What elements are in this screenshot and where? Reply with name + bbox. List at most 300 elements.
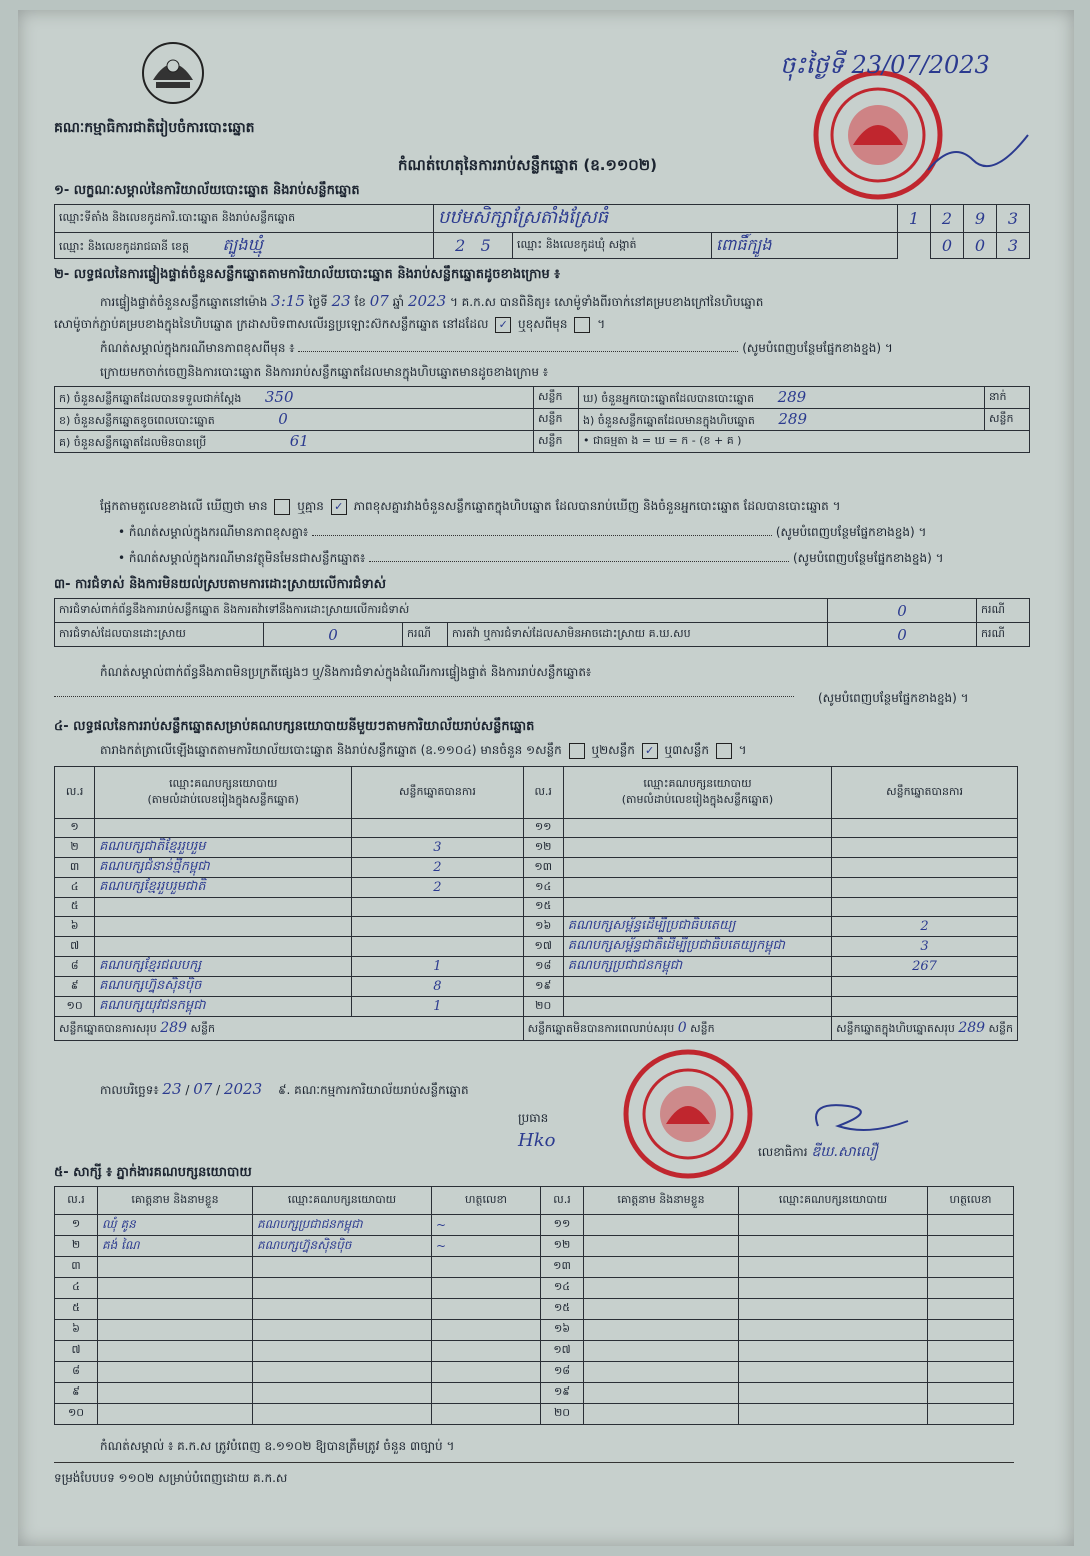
unresolved-unit: ករណី: [977, 623, 1030, 647]
voters-row: [579, 387, 985, 409]
witness-party: [739, 1278, 928, 1299]
verify-check-text: ។ គ.ក.ស បានពិនិត្យ៖ សោម៉ូទាំងពីរចាក់នៅគម្របខាងក្រៅនៃហិបឆ្នោត: [449, 295, 764, 309]
party-name: គណបក្សសម្ព័ន្ធជាតិដើម្បីប្រជាធិបតេយ្យកម្ពុជា: [563, 937, 831, 957]
party-no: ១២: [523, 838, 563, 858]
party-votes: [352, 898, 523, 917]
witness-no: ១០: [55, 1404, 98, 1425]
commune-code-3: 3: [997, 233, 1030, 259]
unresolved-label: ការតវ៉ា ឬការជំទាស់ដែលសាមិនអាចដោះស្រាយ គ.ឃ.សប: [448, 623, 828, 647]
witness-signature: [928, 1299, 1014, 1320]
province-value: ត្បូងឃ្មុំ: [222, 234, 263, 254]
total-invalid-cell: [523, 1017, 832, 1041]
witness-no: ១៩: [541, 1383, 584, 1404]
result-row: [55, 957, 1018, 977]
foreign-note-field[interactable]: [369, 561, 789, 562]
unused-unit: សន្លឹក: [534, 431, 579, 453]
spoiled-unit: សន្លឹក: [534, 409, 579, 431]
party-votes: 267: [832, 957, 1018, 977]
unused-label: គ) ចំនួនសន្លឹកឆ្នោតដែលមិនបានប្រើ: [59, 435, 207, 449]
change-note-field[interactable]: [298, 351, 738, 352]
party-no: ៧: [55, 937, 95, 957]
witness-no: ១២: [541, 1236, 584, 1257]
party-votes: [832, 838, 1018, 858]
witness-no: ១៤: [541, 1278, 584, 1299]
resolved-label: ការជំទាស់ដែលបានដោះស្រាយ: [55, 623, 264, 647]
witness-name: [584, 1236, 739, 1257]
spoiled-label: ខ) ចំនួនសន្លឹកឆ្នោតខូចពេលបោះឆ្នោត: [59, 413, 215, 427]
section-4-heading: ៤- លទ្ធផលនៃការរាប់សន្លឹកឆ្នោតសម្រាប់គណបក្សនយោបាយនីមួយៗតាមការិយាល័យរាប់សន្លឹកឆ្នោត: [54, 719, 535, 734]
verify-month-label: ខែ: [354, 295, 366, 309]
total-valid-label: សន្លឹកឆ្នោតបានការសរុប: [59, 1021, 157, 1035]
verify-year-label: ឆ្នាំ: [392, 295, 405, 309]
location-code-4: 3: [997, 205, 1030, 233]
committee-seal-icon: [618, 1044, 758, 1184]
party-votes: 2: [352, 858, 523, 878]
diff-note-line: [118, 524, 1030, 542]
commune-label: ឈ្មោះ និងលេខកូដឃុំ សង្កាត់: [513, 233, 712, 259]
province-code-1: 2: [455, 236, 466, 255]
witness-name: គង់ ណៃ: [98, 1236, 253, 1257]
changed-label: ឬខុសពីមុន: [518, 317, 568, 331]
witness-row: [55, 1257, 1014, 1278]
total-box-cell: [832, 1017, 1018, 1041]
witness-row: [55, 1215, 1014, 1236]
two-sheet-label: ឬ២សន្លឹក: [591, 743, 635, 757]
section-5-heading: ៥- សាក្សី ៖ ភ្នាក់ងារគណបក្សនយោបាយ: [54, 1165, 252, 1180]
witness-name: [98, 1341, 253, 1362]
party-name: គណបក្សជាតិខ្មែររួបរួម: [95, 838, 352, 858]
party-no: ៤: [55, 878, 95, 898]
party-name: [563, 977, 831, 997]
complaints-table: [54, 598, 1030, 647]
party-votes: 3: [352, 838, 523, 858]
witness-signature: [928, 1278, 1014, 1299]
col-party-right-title: ឈ្មោះគណបក្សនយោបាយ: [643, 776, 752, 790]
party-no: ៩: [55, 977, 95, 997]
form-footer: ទម្រង់បែបបទ ១១០២ សម្រាប់បំពេញដោយ គ.ក.ស: [54, 1471, 288, 1485]
verify-month: 07: [369, 292, 389, 310]
party-votes: [832, 898, 1018, 917]
diff-note-fill: (សូមបំពេញបន្ថែមផ្នែកខាងខ្នង) ។: [775, 525, 927, 539]
party-name: គណបក្សយុវជនកម្ពុជា: [95, 997, 352, 1017]
witness-no: ៨: [55, 1362, 98, 1383]
witness-name: [584, 1362, 739, 1383]
result-row: [55, 878, 1018, 898]
witness-row: [55, 1278, 1014, 1299]
voters-label: ឃ) ចំនួនអ្នកបោះឆ្នោតដែលបានបោះឆ្នោត: [583, 391, 755, 405]
sign-committee: ៩. គណៈកម្មការការិយាល័យរាប់សន្លឹកឆ្នោត: [277, 1083, 469, 1097]
result-row: [55, 917, 1018, 937]
foreign-note-label: • កំណត់សម្គាល់ក្នុងករណីមានវត្ថុមិនមែនជាសន្លឹកឆ្នោត៖: [118, 551, 366, 565]
witness-no: ១៧: [541, 1341, 584, 1362]
party-votes: [832, 977, 1018, 997]
witness-name: [98, 1278, 253, 1299]
witness-row: [55, 1320, 1014, 1341]
section-1-table: [54, 204, 1030, 259]
result-row: [55, 898, 1018, 917]
witness-signature: [928, 1257, 1014, 1278]
col-no-left: ល.រ: [55, 767, 95, 819]
party-name: [95, 819, 352, 838]
witness-name: [584, 1278, 739, 1299]
difference-line: [100, 498, 841, 516]
witness-party: [253, 1362, 432, 1383]
location-code-3: 9: [964, 205, 997, 233]
col-party-left-title: ឈ្មោះគណបក្សនយោបាយ: [169, 776, 278, 790]
witness-row: [55, 1236, 1014, 1257]
witness-no: ១: [55, 1215, 98, 1236]
party-results-table: [54, 766, 1018, 1041]
party-no: ៦: [55, 917, 95, 937]
spoiled-row: [55, 409, 534, 431]
witness-name: [584, 1215, 739, 1236]
ballot-count-table: [54, 386, 1030, 453]
witness-party: [739, 1404, 928, 1425]
witness-name: [584, 1320, 739, 1341]
party-name: គណបក្សខ្មែរជលបក្ស: [95, 957, 352, 977]
witness-no: ១៨: [541, 1362, 584, 1383]
total-invalid-unit: សន្លឹក: [690, 1021, 715, 1035]
sign-day: 23: [162, 1080, 182, 1098]
witness-signature: [432, 1341, 541, 1362]
party-votes: [832, 878, 1018, 898]
party-votes: 1: [352, 957, 523, 977]
party-name: គណបក្សខ្មែររួបរួមជាតិ: [95, 878, 352, 898]
total-box-unit: សន្លឹក: [988, 1021, 1013, 1035]
province-code-2: 5: [480, 236, 491, 255]
section-2-heading: ២- លទ្ធផលនៃការផ្ទៀងផ្ទាត់ចំនួនសន្លឹកឆ្នោតតាមការិយាល័យបោះឆ្នោត និងរាប់សន្លឹកឆ្នោតដូចខាងក្រោម ៖: [54, 267, 560, 282]
diff-none-label: ឬគ្មាន: [297, 499, 324, 513]
formula: • ជាធម្មតា ង = ឃ = ក - (ខ + គ ): [579, 431, 1030, 453]
witness-party: [739, 1299, 928, 1320]
party-votes: 1: [352, 997, 523, 1017]
witness-party: [253, 1257, 432, 1278]
received-value: 350: [264, 387, 294, 406]
in-box-row: [579, 409, 985, 431]
witness-party: [739, 1257, 928, 1278]
witness-no: ៧: [55, 1341, 98, 1362]
sign-month: 07: [193, 1080, 213, 1098]
witness-no: ២០: [541, 1404, 584, 1425]
secretary-signature-icon: [798, 1096, 918, 1146]
witness-signature: [432, 1404, 541, 1425]
witness-name: [98, 1257, 253, 1278]
nec-emblem-icon: [138, 38, 208, 108]
location-code-2: 2: [931, 205, 964, 233]
witness-name: [584, 1341, 739, 1362]
witness-signature: [928, 1215, 1014, 1236]
result-row: [55, 937, 1018, 957]
witness-no: ១៥: [541, 1299, 584, 1320]
witness-signature: [432, 1362, 541, 1383]
witness-name: [98, 1362, 253, 1383]
witness-no: ៩: [55, 1383, 98, 1404]
witness-signature: ~: [432, 1215, 541, 1236]
secretary-line: [758, 1142, 878, 1163]
party-no: ១៣: [523, 858, 563, 878]
verification-line: [100, 292, 763, 312]
party-no: ១៦: [523, 917, 563, 937]
witness-party: [739, 1320, 928, 1341]
w-col-no-right: ល.រ: [541, 1187, 584, 1215]
received-label: ក) ចំនួនសន្លឹកឆ្នោតដែលបានទទួលជាក់ស្តែង: [59, 391, 242, 405]
total-valid-cell: [55, 1017, 524, 1041]
unused-value: 61: [289, 431, 309, 450]
w-col-name-right: គោត្តនាម និងនាមខ្លួន: [584, 1187, 739, 1215]
stamp-date: ចុះថ្ងៃទី 23/07/2023: [780, 51, 990, 79]
witness-row: [55, 1299, 1014, 1320]
party-name: [563, 838, 831, 858]
witness-party: [253, 1278, 432, 1299]
witness-signature: [432, 1278, 541, 1299]
party-no: ១៧: [523, 937, 563, 957]
witness-party: [739, 1341, 928, 1362]
party-name: [563, 898, 831, 917]
party-name: គណបក្សប្រជាជនកម្ពុជា: [563, 957, 831, 977]
chair-signature: Hko: [518, 1130, 556, 1151]
witness-signature: ~: [432, 1236, 541, 1257]
col-party-right-sub: (តាមលំដាប់លេខរៀងក្នុងសន្លឹកឆ្នោត): [621, 792, 774, 806]
in-box-unit: សន្លឹក: [985, 409, 1030, 431]
irregularity-field[interactable]: [54, 696, 794, 697]
witness-row: [55, 1341, 1014, 1362]
witness-name: [98, 1383, 253, 1404]
witness-no: ៦: [55, 1320, 98, 1341]
party-no: ៣: [55, 858, 95, 878]
result-row: [55, 977, 1018, 997]
diff-has-label: ផ្អែកតាមតួលេខខាងលើ ឃើញថា មាន: [100, 499, 268, 513]
witness-name: [584, 1257, 739, 1278]
witness-name: [98, 1320, 253, 1341]
total-valid-unit: សន្លឹក: [190, 1021, 215, 1035]
witness-party: [253, 1383, 432, 1404]
province-label: [55, 233, 434, 259]
section-3-heading: ៣- ការជំទាស់ និងការមិនយល់ស្របតាមការដោះស្រាយលើការជំទាស់: [54, 577, 386, 592]
col-votes-right: សន្លឹកឆ្នោតបានការ: [832, 767, 1018, 819]
unresolved-value: 0: [828, 623, 977, 647]
w-col-sig-right: ហត្ថលេខា: [928, 1187, 1014, 1215]
party-votes: 2: [352, 878, 523, 898]
resolved-unit: ករណី: [403, 623, 448, 647]
witness-table: [54, 1186, 1014, 1425]
three-sheet-label: ឬ៣សន្លឹក: [664, 743, 709, 757]
party-votes: 2: [832, 917, 1018, 937]
party-votes: [352, 937, 523, 957]
col-party-left: [95, 767, 352, 819]
result-row: [55, 838, 1018, 858]
location-label: ឈ្មោះទីតាំង និងលេខកូដការិ.បោះឆ្នោត និងរាប់សន្លឹកឆ្នោត: [55, 205, 434, 233]
witness-party: [253, 1299, 432, 1320]
party-name: គណបក្សជំនាន់ថ្មីកម្ពុជា: [95, 858, 352, 878]
witness-party: គណបក្សប្រជាជនកម្ពុជា: [253, 1215, 432, 1236]
verify-year: 2023: [407, 292, 447, 310]
spoiled-value: 0: [278, 409, 288, 428]
total-box-label: សន្លឹកឆ្នោតក្នុងហិបឆ្នោតសរុប: [836, 1021, 955, 1035]
committee-name: គណៈកម្មាធិការជាតិរៀបចំការបោះឆ្នោត: [54, 120, 255, 136]
col-no-right: ល.រ: [523, 767, 563, 819]
voters-value: 289: [777, 387, 807, 406]
witness-no: ១៣: [541, 1257, 584, 1278]
result-row: [55, 819, 1018, 838]
party-no: ២: [55, 838, 95, 858]
received-unit: សន្លឹក: [534, 387, 579, 409]
form-title: កំណត់ហេតុនៃការរាប់សន្លឹកឆ្នោត (ឧ.១១០២): [398, 156, 658, 174]
witness-party: [739, 1383, 928, 1404]
party-no: ៨: [55, 957, 95, 977]
verify-time: 3:15: [271, 292, 305, 310]
result-row: [55, 997, 1018, 1017]
party-votes: [832, 997, 1018, 1017]
witness-party: [739, 1215, 928, 1236]
witness-signature: [928, 1362, 1014, 1383]
party-name: [95, 937, 352, 957]
verify-day: 23: [331, 292, 351, 310]
witness-name: [584, 1404, 739, 1425]
party-no: ១៥: [523, 898, 563, 917]
total-valid-value: 289: [160, 1019, 187, 1036]
party-votes: [832, 819, 1018, 838]
foreign-note-fill: (សូមបំពេញបន្ថែមផ្នែកខាងខ្នង) ។: [792, 551, 944, 565]
complaints-unit: ករណី: [977, 599, 1030, 623]
location-value: បឋមសិក្សាស្រែតាំងស្រែធំ: [434, 205, 898, 233]
unused-row: [55, 431, 534, 453]
irregularity-note: កំណត់សម្គាល់ពាក់ព័ន្ធនឹងភាពមិនប្រក្រតីផ្សេងៗ ឬ/និងការជំទាស់ក្នុងដំណើរការផ្ទៀងផ្ទាត់ និងការរាប់សន្លឹកឆ្នោត៖: [100, 665, 592, 679]
witness-name: [584, 1299, 739, 1320]
witness-no: ៥: [55, 1299, 98, 1320]
sign-date-line: កាលបរិច្ឆេទ៖ 23 / 07 / 2023 ៩. គណៈកម្មការការិយាល័យរាប់សន្លឹកឆ្នោត: [100, 1080, 469, 1098]
witness-note: កំណត់សម្គាល់ ៖ គ.ក.ស ត្រូវបំពេញ ឧ.១១០២ ឱ្យបានត្រឹមត្រូវ ចំនួន ៣ច្បាប់ ។: [100, 1439, 455, 1453]
witness-name: [98, 1404, 253, 1425]
total-invalid-label: សន្លឹកឆ្នោតមិនបានការពេលរាប់សរុប: [527, 1021, 675, 1035]
change-note-label: កំណត់សម្គាល់ក្នុងករណីមានភាពខុសពីមុន ៖: [100, 341, 295, 355]
col-party-left-sub: (តាមលំដាប់លេខរៀងក្នុងសន្លឹកឆ្នោត): [147, 792, 299, 806]
three-sheet-checkbox[interactable]: [716, 743, 732, 759]
witness-no: ២: [55, 1236, 98, 1257]
province-label-text: ឈ្មោះ និងលេខកូដរាជធានី ខេត្ត: [59, 239, 189, 253]
irregularity-fill: (សូមបំពេញបន្ថែមផ្នែកខាងខ្នង) ។: [818, 691, 969, 705]
total-invalid-value: 0: [677, 1019, 687, 1036]
resolved-value: 0: [264, 623, 403, 647]
party-votes: 3: [832, 937, 1018, 957]
party-name: [95, 898, 352, 917]
witness-signature: [928, 1236, 1014, 1257]
complaints-value: 0: [828, 599, 977, 623]
party-name: [563, 878, 831, 898]
seal-text: សោម៉ូចាក់ភ្ជាប់គម្របខាងក្នុងនៃហិបឆ្នោត ក្រដាសបិទពាសលើរន្ធប្រឡោះស៊កសន្លឹកឆ្នោត នៅដដែល: [54, 317, 489, 331]
witness-row: [55, 1404, 1014, 1425]
complaints-label: ការជំទាស់ពាក់ព័ន្ធនឹងការរាប់សន្លឹកឆ្នោត និងការតវ៉ាទៅនឹងការដោះស្រាយលើការជំទាស់: [55, 599, 828, 623]
unchanged-checkbox[interactable]: ✓: [495, 317, 511, 333]
received-row: [55, 387, 534, 409]
w-col-party-left: ឈ្មោះគណបក្សនយោបាយ: [253, 1187, 432, 1215]
witness-party: [253, 1320, 432, 1341]
w-col-sig-left: ហត្ថលេខា: [432, 1187, 541, 1215]
party-no: ១៨: [523, 957, 563, 977]
diff-text: ភាពខុសគ្នារវាងចំនួនសន្លឹកឆ្នោតក្នុងហិបឆ្នោត ដែលបានរាប់ឃើញ និងចំនួនអ្នកបោះឆ្នោត ដែលបានបោះឆ្នោត ។: [353, 499, 841, 513]
seal-line: សោម៉ូចាក់ភ្ជាប់គម្របខាងក្នុងនៃហិបឆ្នោត ក្រដាសបិទពាសលើរន្ធប្រឡោះស៊កសន្លឹកឆ្នោត នៅដដែល ✓ ឬខុសពីមុន ។: [54, 317, 606, 331]
col-party-right: [563, 767, 831, 819]
party-name: [563, 858, 831, 878]
section-1-heading: ១- លក្ខណៈសម្គាល់នៃការិយាល័យបោះឆ្នោត និងរាប់សន្លឹកឆ្នោត: [54, 183, 360, 198]
witness-signature: [928, 1404, 1014, 1425]
footer-divider: [54, 1462, 1014, 1463]
col-votes-left: សន្លឹកឆ្នោតបានការ: [352, 767, 523, 819]
voters-unit: នាក់: [985, 387, 1030, 409]
stamp-signature-icon: [923, 130, 1033, 180]
party-no: ១៤: [523, 878, 563, 898]
witness-party: [739, 1362, 928, 1383]
party-votes: [352, 819, 523, 838]
witness-no: ១១: [541, 1215, 584, 1236]
one-sheet-checkbox[interactable]: [569, 743, 585, 759]
diff-note-label: • កំណត់សម្គាល់ក្នុងករណីមានភាពខុសគ្នា៖: [118, 525, 309, 539]
two-sheet-checkbox[interactable]: ✓: [642, 743, 658, 759]
witness-name: [584, 1383, 739, 1404]
verify-day-label: ថ្ងៃទី: [308, 295, 328, 309]
diff-none-checkbox[interactable]: ✓: [331, 499, 347, 515]
party-name: [563, 997, 831, 1017]
change-note-fill: (សូមបំពេញបន្ថែមផ្នែកខាងខ្នង) ។: [742, 341, 893, 355]
witness-party: [253, 1404, 432, 1425]
change-note-line: [100, 340, 1030, 358]
tally-intro: តារាងកត់ត្រាលើឡើងឆ្នោតតាមការិយាល័យបោះឆ្នោត និងរាប់សន្លឹកឆ្នោត (ឧ.១១០៤) មានចំនួន ១សន្លឹក: [100, 743, 562, 757]
witness-signature: [432, 1383, 541, 1404]
w-col-no-left: ល.រ: [55, 1187, 98, 1215]
party-votes: 8: [352, 977, 523, 997]
w-col-party-right: ឈ្មោះគណបក្សនយោបាយ: [739, 1187, 928, 1215]
diff-has-checkbox[interactable]: [274, 499, 290, 515]
witness-signature: [928, 1341, 1014, 1362]
chair-label: ប្រធាន: [518, 1111, 549, 1125]
in-box-value: 289: [778, 409, 808, 428]
party-no: ១: [55, 819, 95, 838]
party-name: [563, 819, 831, 838]
witness-signature: [432, 1257, 541, 1278]
tally-sheet-line: តារាងកត់ត្រាលើឡើងឆ្នោតតាមការិយាល័យបោះឆ្នោត និងរាប់សន្លឹកឆ្នោត (ឧ.១១០៤) មានចំនួន ១សន្លឹក ឬ២សន្លឹក ✓ ឬ៣សន្លឹក ។: [100, 743, 747, 757]
diff-note-field[interactable]: [312, 535, 772, 536]
witness-no: ៤: [55, 1278, 98, 1299]
party-no: ១០: [55, 997, 95, 1017]
witness-signature: [928, 1383, 1014, 1404]
w-col-name-left: គោត្តនាម និងនាមខ្លួន: [98, 1187, 253, 1215]
in-box-label: ង) ចំនួនសន្លឹកឆ្នោតដែលមានក្នុងហិបឆ្នោត: [583, 413, 755, 427]
witness-signature: [432, 1320, 541, 1341]
witness-no: ១៦: [541, 1320, 584, 1341]
sign-date-label: កាលបរិច្ឆេទ៖: [100, 1083, 159, 1097]
count-intro: ក្រោយមកចាក់ចេញនិងការបោះឆ្នោត និងការរាប់សន្លឹកឆ្នោតដែលមានក្នុងហិបឆ្នោតមានដូចខាងក្រោម ៖: [100, 365, 549, 379]
witness-name: ឈុំ គូន: [98, 1215, 253, 1236]
party-no: ២០: [523, 997, 563, 1017]
party-name: គណបក្សហ្វ៊ុនស៊ិនប៉ិច: [95, 977, 352, 997]
party-no: ៥: [55, 898, 95, 917]
changed-checkbox[interactable]: [574, 317, 590, 333]
witness-name: [98, 1299, 253, 1320]
commune-code-2: 0: [964, 233, 997, 259]
commune-value: ពោធិ៍ក្បូង: [712, 233, 898, 259]
witness-party: គណបក្សហ្វ៊ុនស៊ិនប៉ិច: [253, 1236, 432, 1257]
party-votes: [832, 858, 1018, 878]
secretary-name: ឌីឃ.សាលឿ: [811, 1144, 878, 1160]
verify-time-label: ការផ្ទៀងផ្ទាត់ចំនួនសន្លឹកឆ្នោតនៅម៉ោង: [100, 295, 268, 309]
party-name: គណបក្សសម្ព័ន្ធដើម្បីប្រជាធិបតេយ្យ: [563, 917, 831, 937]
witness-signature: [928, 1320, 1014, 1341]
location-code-1: 1: [898, 205, 931, 233]
secretary-label: លេខាធិការ: [758, 1145, 808, 1159]
witness-row: [55, 1383, 1014, 1404]
party-no: ១១: [523, 819, 563, 838]
witness-row: [55, 1362, 1014, 1383]
foreign-note-line: [118, 550, 1030, 568]
